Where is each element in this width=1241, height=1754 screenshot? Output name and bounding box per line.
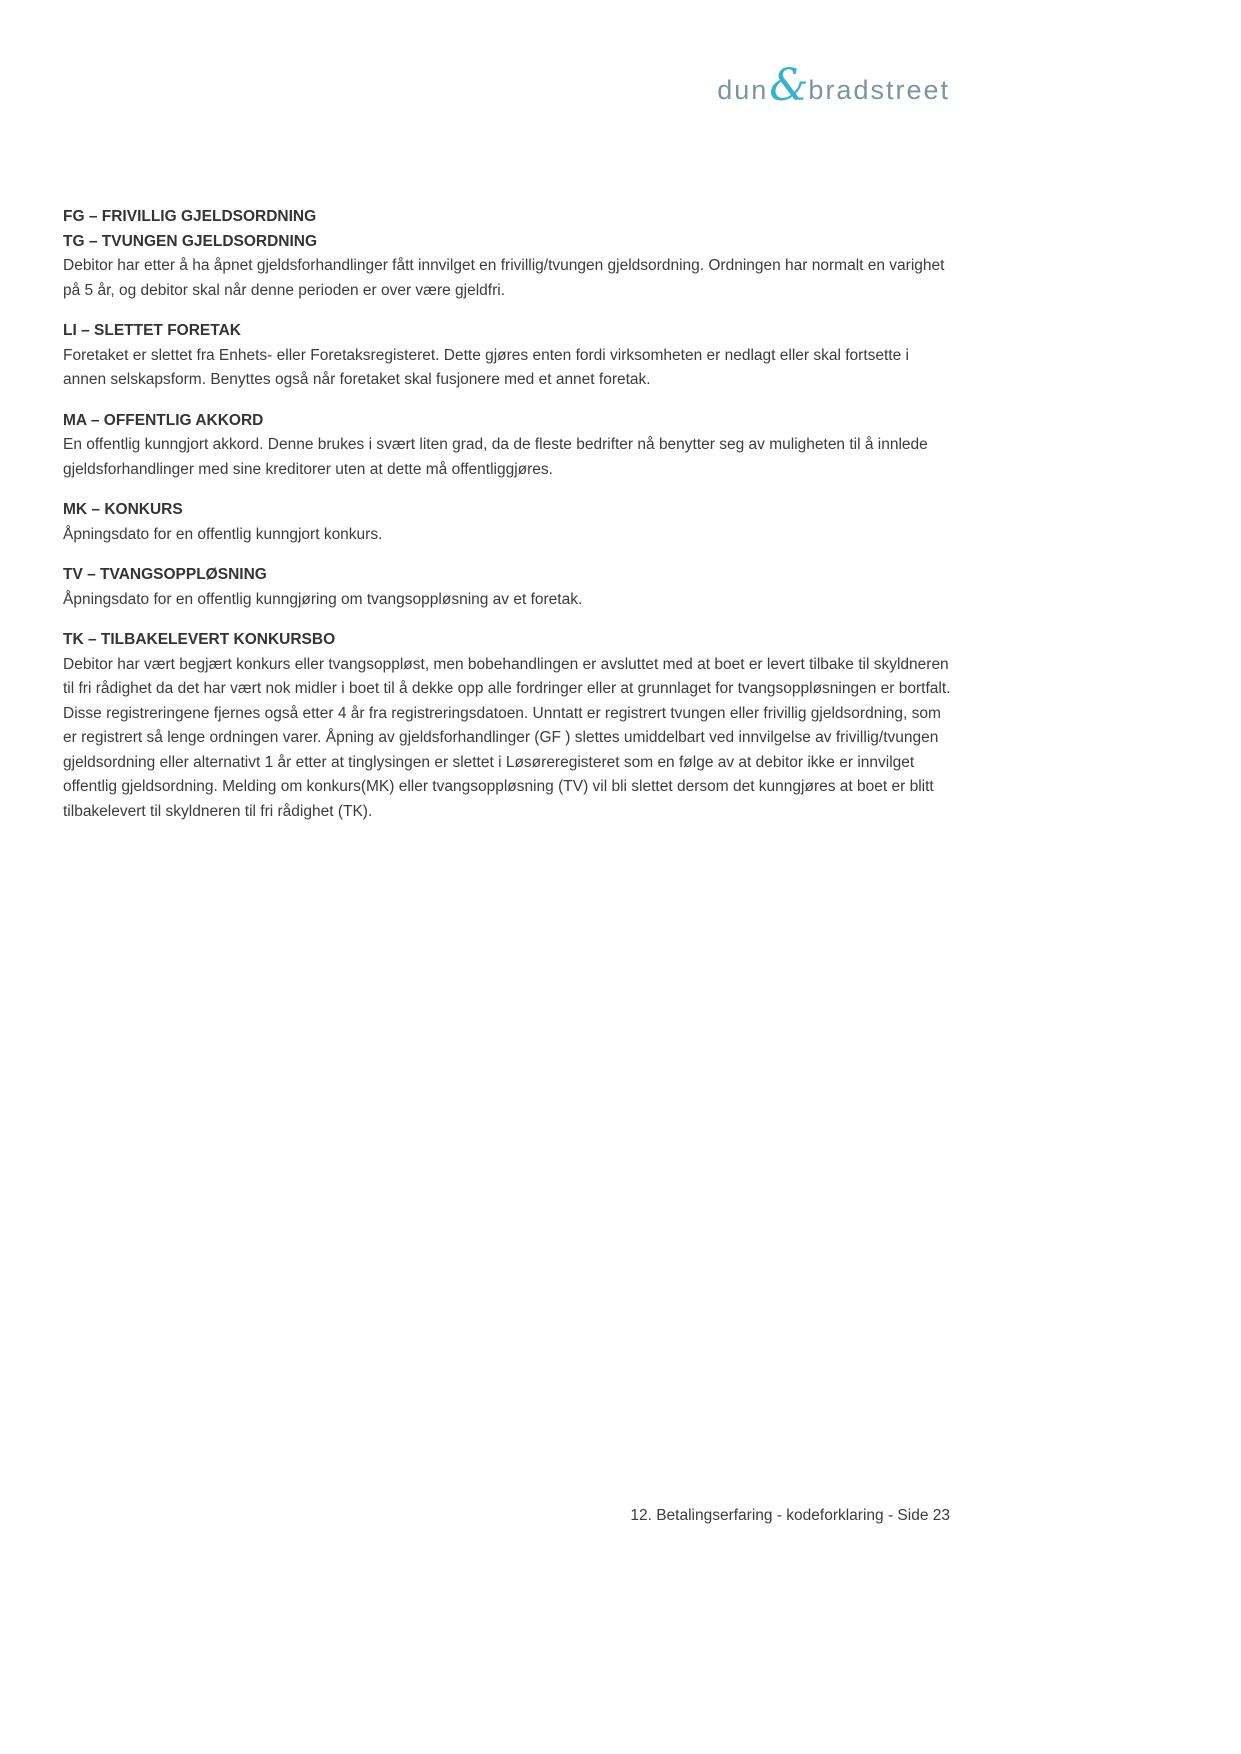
- section-fg-tg: [63, 205, 956, 303]
- section-tk: [63, 628, 956, 824]
- section-body-tv: Åpningsdato for en offentlig kunngjøring om tvangsoppløsning av et foretak.: [63, 590, 583, 608]
- section-tv: [63, 563, 956, 612]
- section-heading-tg: TG – TVUNGEN GJELDSORDNING: [63, 232, 318, 250]
- section-body-tk: Debitor har vært begjært konkurs eller tvangsoppløst, men bobehandlingen er avsluttet med at boet er levert tilbake til skyldneren til fri rådighet da det har vært nok midler i boet til å dekke opp alle fordringer eller at grunnlaget for tvangsoppløsningen er bortfalt. Disse registreringene fjernes også etter 4 år fra registreringsdatoen. Unntatt er registrert tvungen eller frivillig gjeldsordning, som er registrert så lenge ordningen varer. Åpning av gjeldsforhandlinger (GF ) slettes umiddelbart ved innvilgelse av frivillig/tvungen gjeldsordning eller alternativt 1 år etter at tinglysingen er slettet i Løsøreregisteret som en følge av at debitor ikke er innvilget offentlig gjeldsordning. Melding om konkurs(MK) eller tvangsoppløsning (TV) vil bli slettet dersom det kunngjøres at boet er blitt tilbakelevert til skyldneren til fri rådighet (TK).: [63, 655, 951, 820]
- logo-ampersand-icon: &: [769, 60, 809, 111]
- document-content: [63, 205, 956, 840]
- footer-page-label: 12. Betalingserfaring - kodeforklaring - Side 23: [630, 1507, 950, 1524]
- section-body-fg-tg: Debitor har etter å ha åpnet gjeldsforhandlinger fått innvilget en frivillig/tvungen gjeldsordning. Ordningen har normalt en varighet på 5 år, og debitor skal når denne perioden er over være gjeldfri.: [63, 257, 945, 299]
- section-heading-fg: FG – FRIVILLIG GJELDSORDNING: [63, 208, 317, 225]
- dun-bradstreet-logo: [717, 60, 950, 112]
- section-li: [63, 319, 956, 393]
- page-footer: [630, 1504, 950, 1528]
- logo-text-bradstreet: bradstreet: [808, 74, 950, 105]
- section-heading-tv: TV – TVANGSOPPLØSNING: [63, 566, 267, 583]
- section-heading-ma: MA – OFFENTLIG AKKORD: [63, 411, 264, 429]
- section-heading-li: LI – SLETTET FORETAK: [63, 322, 241, 339]
- section-mk: [63, 498, 956, 547]
- section-body-li: Foretaket er slettet fra Enhets- eller Foretaksregisteret. Dette gjøres enten fordi virksomheten er nedlagt eller skal fortsette i annen selskapsform. Benyttes også når foretaket skal fusjonere med et annet foretak.: [63, 346, 909, 388]
- section-body-ma: En offentlig kunngjort akkord. Denne brukes i svært liten grad, da de fleste bedrifter nå benytter seg av muligheten til å innlede gjeldsforhandlinger med sine kreditorer uten at dette må offentliggjøres.: [63, 436, 928, 478]
- section-heading-tk: TK – TILBAKELEVERT KONKURSBO: [63, 631, 336, 648]
- section-heading-mk: MK – KONKURS: [63, 501, 183, 518]
- logo-text-dun: dun: [717, 74, 769, 105]
- section-body-mk: Åpningsdato for en offentlig kunngjort konkurs.: [63, 525, 383, 543]
- section-ma: [63, 409, 956, 483]
